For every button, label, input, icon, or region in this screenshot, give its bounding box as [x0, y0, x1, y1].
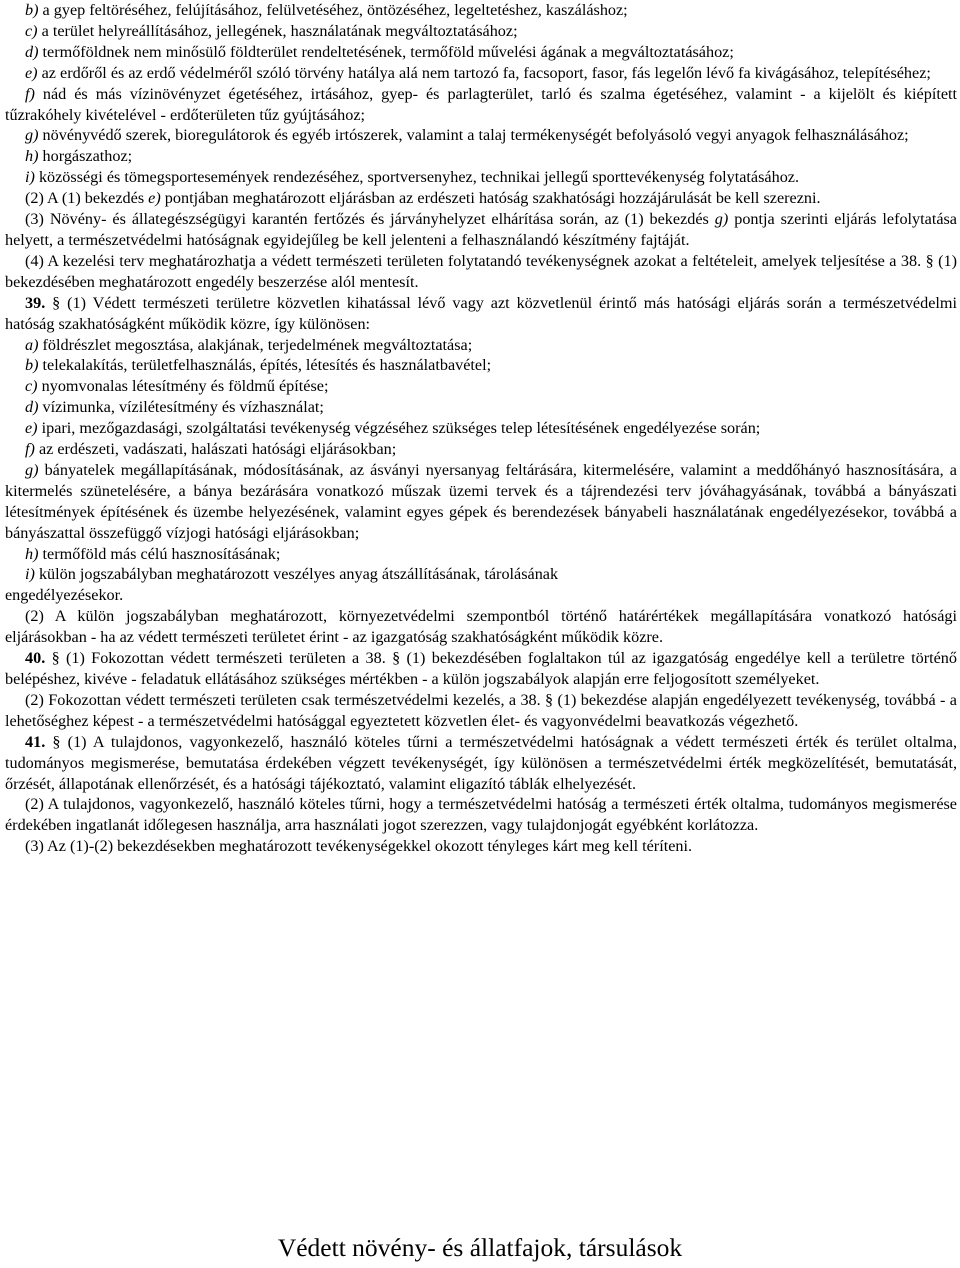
item-text: külön jogszabályban meghatározott veszélyes anyag átszállításának, tárolásának [34, 565, 559, 584]
item-text: nád és más vízinövényzet égetéséhez, irtásához, gyep- és parlagterület, tarló és szalma égetéséhez, valamint - a kijelölt és kiépített tűzrakóhely kivételével - erdőterületen tűz gyújtásához; [5, 84, 957, 124]
paragraph-text: § (1) Fokozottan védett természeti területen a 38. § (1) bekezdésében foglaltakon túl az igazgatóság engedélye kell a területre történő belépéshez, kivéve - feladatuk ellátásához szükséges mértékben - a külön jogszabályok alapján erre feljogosított személyeket. [5, 649, 957, 688]
paragraph [5, 188, 957, 209]
section-number: 39. [25, 293, 46, 312]
list-tail: engedélyezésekor. [5, 586, 124, 605]
list-item [5, 376, 957, 397]
item-mark: e) [148, 189, 161, 208]
item-mark: b) [25, 356, 39, 375]
item-text: a gyep feltöréséhez, felújításához, felülvetéséhez, öntözéséhez, legeltetéshez, kaszáláshoz; [38, 1, 628, 19]
paragraph-text: pontja szerinti eljárás lefolytatása helyett, a természetvédelmi hatóságnak egyidejűleg be kell jelenteni a felhasználandó készítmény fajtáját. [5, 210, 957, 249]
item-text: a terület helyreállításához, jellegének, használatának megváltoztatásához; [37, 21, 518, 40]
item-text: telekalakítás, területfelhasználás, építés, létesítés és használatbavétel; [38, 356, 492, 375]
list-item [5, 460, 957, 544]
item-text: horgászathoz; [38, 147, 133, 166]
list-item [5, 0, 957, 21]
list-item [5, 84, 957, 126]
item-mark: g) [714, 210, 729, 229]
list-item [5, 167, 957, 188]
list-item [5, 42, 957, 63]
item-mark: f) [25, 84, 35, 103]
list-item [5, 125, 957, 146]
section-paragraph [5, 648, 957, 690]
item-text: nyomvonalas létesítmény és földmű építése; [37, 377, 329, 396]
item-text: az erdészeti, vadászati, halászati hatósági eljárásokban; [34, 440, 397, 459]
paragraph: (2) A tulajdonos, vagyonkezelő, használó köteles tűrni, hogy a természetvédelmi hatóság a természeti érték oltalma, tudományos megismerése érdekében ingatlanát időlegesen használja, arra használati jogot szerezzen, vagy tulajdonjogát egyébként korlátozza. [5, 795, 957, 835]
item-mark: c) [25, 377, 38, 396]
paragraph: (4) A kezelési terv meghatározhatja a védett természeti területen folytatandó tevékenységnek azokat a feltételeit, amelyek teljesítése a 38. § (1) bekezdésében meghatározott engedély beszerzése alól mentesít. [5, 251, 957, 291]
paragraph-text: § (1) A tulajdonos, vagyonkezelő, használó köteles tűrni a természetvédelmi hatóságnak a védett természeti érték és terület oltalma, tudományos megismerése, bemutatása érdekében végzett tevékenységét, így különösen a természetvédelmi érték megközelítését, bemutatását, őrzését, állapotának ellenőrzését, és a hatósági tájékoztató, valamint eligazító táblák elhelyezését. [5, 732, 957, 793]
section-paragraph [5, 732, 957, 795]
item-mark: a) [25, 335, 39, 354]
section-paragraph [5, 293, 957, 335]
item-mark: f) [25, 440, 35, 459]
paragraph-text: (2) A (1) bekezdés [25, 189, 149, 208]
section-number: 40. [25, 649, 46, 668]
item-text: termőföldnek nem minősülő földterület rendeltetésének, termőföld művelési ágának a megváltoztatásához; [38, 42, 734, 61]
item-mark: h) [25, 544, 39, 563]
paragraph [5, 209, 957, 251]
item-text: földrészlet megosztása, alakjának, terjedelmének megváltoztatása; [38, 335, 473, 354]
list-item [5, 564, 957, 585]
item-text: növényvédő szerek, bioregulátorok és egyéb irtószerek, valamint a talaj termékenységét befolyásoló vegyi anyagok felhasználásához; [38, 126, 909, 145]
list-item [5, 544, 957, 565]
list-item [5, 21, 957, 42]
document-body [5, 0, 957, 857]
item-mark: b) [25, 1, 39, 19]
list-item [5, 355, 957, 376]
paragraph-text: pontjában meghatározott eljárásban az erdészeti hatóság szakhatósági hozzájárulását be kell szerezni. [160, 189, 821, 208]
item-mark: c) [25, 21, 38, 40]
paragraph: (2) Fokozottan védett természeti területen csak természetvédelmi kezelés, a 38. § (1) bekezdése alapján engedélyezett tevékenység, továbbá - a lehetőséghez képest - a természetvédelmi hatósággal egyeztetett közvetlen élet- és vagyonvédelmi beavatkozás végezhető. [5, 690, 957, 730]
paragraph: (3) Az (1)-(2) bekezdésekben meghatározott tevékenységekkel okozott tényleges kárt meg kell téríteni. [25, 837, 693, 856]
item-text: ipari, mezőgazdasági, szolgáltatási tevékenység végzéséhez szükséges telep létesítésének engedélyezése során; [37, 419, 761, 438]
list-item [5, 397, 957, 418]
list-item [5, 335, 957, 356]
item-mark: d) [25, 42, 39, 61]
item-mark: e) [25, 63, 38, 82]
list-item [5, 418, 957, 439]
item-mark: h) [25, 147, 39, 166]
item-text: az erdőről és az erdő védelméről szóló törvény hatálya alá nem tartozó fa, facsoport, fasor, fás legelőn lévő fa kivágásához, telepítéséhez; [37, 63, 931, 82]
item-text: termőföld más célú hasznosításának; [38, 544, 281, 563]
paragraph-text: (3) Növény- és állategészségügyi karantén fertőzés és járványhelyzet elhárítása során, az (1) bekezdés [25, 210, 715, 229]
paragraph-text: § (1) Védett természeti területre közvetlen kihatással lévő vagy azt közvetlenül érintő más hatósági eljárás során a természetvédelmi hatóság szakhatóságként működik közre, így különösen: [5, 293, 957, 333]
item-text: bányatelek megállapításának, módosításának, az ásványi nyersanyag feltárására, kitermelésére, valamint a meddőhányó hasznosítására, a kitermelés szünetelésére, a bánya bezárására vonatkozó műszak üzemi tervek és a tájrendezési terv jóváhagyásának, továbbá a bányászati létesítmények építésének és üzembe helyezésének, valamint egyes gépek és berendezések bányabeli használatának engedélyezésekor, továbbá a bányászattal összefüggő vízjogi hatósági eljárásokban; [5, 460, 957, 542]
item-mark: g) [25, 460, 39, 479]
section-heading: Védett növény- és állatfajok, társulások [277, 1233, 683, 1262]
item-mark: e) [25, 419, 38, 438]
list-item [5, 146, 957, 167]
item-text: közösségi és tömegsportesemények rendezéséhez, sportversenyhez, technikai jellegű sporttevékenység folytatásához. [34, 168, 800, 187]
item-mark: d) [25, 398, 39, 417]
item-mark: g) [25, 126, 39, 145]
list-item [5, 63, 957, 84]
item-mark: i) [25, 565, 35, 584]
section-number: 41. [25, 732, 46, 751]
paragraph: (2) A külön jogszabályban meghatározott, környezetvédelmi szempontból történő határértékek megállapítására vonatkozó hatósági eljárásokban - ha az védett természeti területet érint - az igazgatóság szakhatóságként működik közre. [5, 607, 957, 647]
list-item [5, 439, 957, 460]
item-mark: i) [25, 168, 35, 187]
item-text: vízimunka, vízilétesítmény és vízhasználat; [38, 398, 324, 417]
